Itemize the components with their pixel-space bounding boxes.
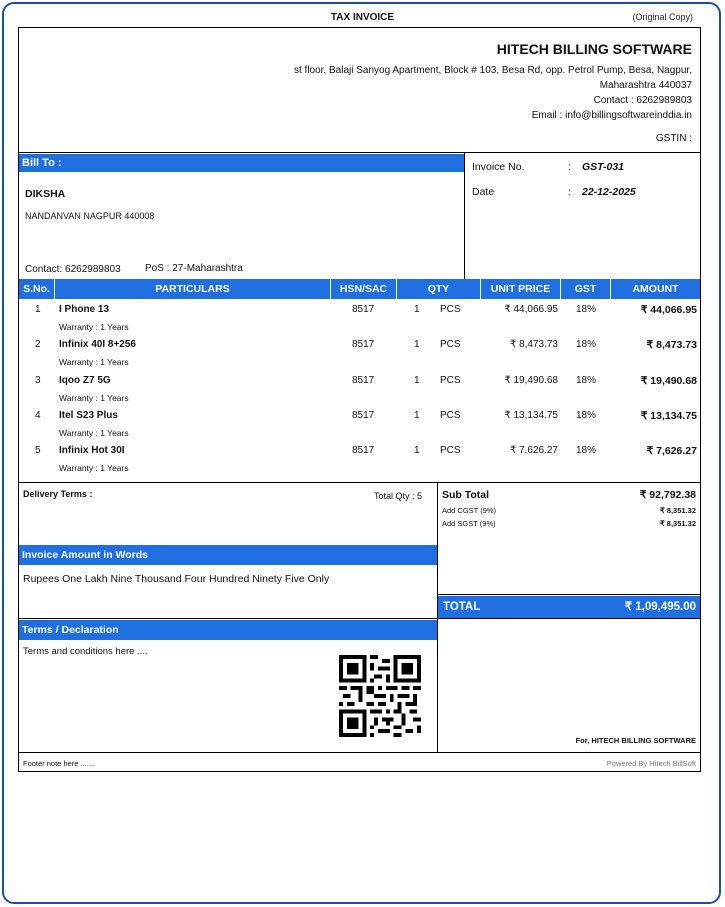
row-item-name: I Phone 13 xyxy=(59,304,110,315)
row-hsn: 8517 xyxy=(352,375,375,386)
col-hsn: HSN/SAC xyxy=(331,279,397,299)
row-price: ₹ 8,473.73 xyxy=(509,339,558,350)
divider xyxy=(437,618,700,619)
row-hsn: 8517 xyxy=(352,304,375,315)
customer-address: NANDANVAN NAGPUR 440008 xyxy=(25,211,155,221)
row-hsn: 8517 xyxy=(352,445,375,456)
row-gst: 18% xyxy=(576,445,597,456)
footer-note: Footer note here ....... xyxy=(23,759,96,768)
divider xyxy=(437,594,700,595)
terms-label: Terms / Declaration xyxy=(19,620,437,640)
row-amount: ₹ 19,490.68 xyxy=(640,375,697,387)
row-amount: ₹ 7,626.27 xyxy=(646,445,697,457)
row-price: ₹ 19,490.68 xyxy=(504,375,558,386)
bill-to-section xyxy=(19,152,465,279)
row-unit: PCS xyxy=(440,375,461,386)
row-hsn: 8517 xyxy=(352,410,375,421)
total-label: TOTAL xyxy=(443,601,481,613)
company-header xyxy=(19,28,700,153)
row-item-name: Infinix 40I 8+256 xyxy=(59,339,136,350)
row-amount: ₹ 44,066.95 xyxy=(640,304,697,316)
amount-in-words: Rupees One Lakh Nine Thousand Four Hundred Ninety Five Only xyxy=(23,573,330,585)
row-warranty: Warranty : 1 Years xyxy=(59,463,129,473)
col-unit-price: UNIT PRICE xyxy=(481,279,561,299)
row-unit: PCS xyxy=(440,304,461,315)
col-sno: S.No. xyxy=(19,279,55,299)
divider xyxy=(19,752,700,753)
row-hsn: 8517 xyxy=(352,339,375,350)
row-gst: 18% xyxy=(576,304,597,315)
row-amount: ₹ 8,473.73 xyxy=(646,339,697,351)
company-name: HITECH BILLING SOFTWARE xyxy=(496,41,692,57)
row-item-name: Itel S23 Plus xyxy=(59,410,118,421)
row-warranty: Warranty : 1 Years xyxy=(59,357,129,367)
invoice-sheet xyxy=(18,27,701,772)
row-qty: 1 xyxy=(414,375,420,386)
invoice-no-label: Invoice No. xyxy=(472,161,525,173)
row-price: ₹ 44,066.95 xyxy=(504,304,558,315)
total-qty: Total Qty : 5 xyxy=(374,491,423,501)
qr-code-icon xyxy=(339,655,421,737)
terms-text: Terms and conditions here .... xyxy=(23,646,148,657)
invoice-no-sep: : xyxy=(568,161,571,173)
invoice-no-value: GST-031 xyxy=(582,161,625,173)
row-warranty: Warranty : 1 Years xyxy=(59,428,129,438)
row-price: ₹ 13,134.75 xyxy=(504,410,558,421)
divider xyxy=(19,482,700,483)
items-table-header xyxy=(19,279,700,299)
row-price: ₹ 7,626.27 xyxy=(509,445,558,456)
company-gstin: GSTIN : xyxy=(655,133,692,144)
row-sno: 1 xyxy=(35,304,41,315)
row-qty: 1 xyxy=(414,339,420,350)
subtotal-value: ₹ 92,792.38 xyxy=(639,489,696,501)
row-qty: 1 xyxy=(414,410,420,421)
col-particulars: PARTICULARS xyxy=(55,279,331,299)
row-gst: 18% xyxy=(576,410,597,421)
cgst-value: ₹ 8,351.32 xyxy=(659,506,696,515)
copy-label: (Original Copy) xyxy=(632,12,693,22)
total-value: ₹ 1,09,495.00 xyxy=(624,601,696,613)
row-qty: 1 xyxy=(414,445,420,456)
col-gst: GST xyxy=(561,279,611,299)
sgst-value: ₹ 8,351.32 xyxy=(659,519,696,528)
row-unit: PCS xyxy=(440,445,461,456)
row-unit: PCS xyxy=(440,339,461,350)
customer-name: DIKSHA xyxy=(25,188,66,200)
invoice-date-sep: : xyxy=(568,186,571,198)
row-amount: ₹ 13,134.75 xyxy=(640,410,697,422)
cgst-label: Add CGST (9%) xyxy=(442,506,497,515)
col-amount: AMOUNT xyxy=(632,283,679,295)
company-email: Email : info@billingsoftwareinddia.in xyxy=(531,110,692,121)
row-warranty: Warranty : 1 Years xyxy=(59,393,129,403)
company-contact: Contact : 6262989803 xyxy=(593,95,692,106)
row-sno: 3 xyxy=(35,375,41,386)
place-of-supply: PoS : 27-Maharashtra xyxy=(145,263,243,274)
row-item-name: Infinix Hot 30I xyxy=(59,445,125,456)
divider xyxy=(19,618,437,619)
row-sno: 5 xyxy=(35,445,41,456)
document-title: TAX INVOICE xyxy=(330,12,395,23)
bill-to-label: Bill To : xyxy=(19,154,464,172)
col-qty: QTY xyxy=(397,279,481,299)
total-bar xyxy=(438,596,700,618)
amount-in-words-label: Invoice Amount in Words xyxy=(19,545,437,565)
invoice-date-label: Date xyxy=(472,186,495,198)
row-gst: 18% xyxy=(576,339,597,350)
subtotal-label: Sub Total xyxy=(442,489,490,501)
company-address-1: st floor, Balaji Sanyog Apartment, Block # 103, Besa Rd, opp. Petrol Pump, Besa, Nagpur, xyxy=(293,65,692,76)
powered-by: Powered By Hitech BillSoft xyxy=(606,759,696,768)
sgst-label: Add SGST (9%) xyxy=(442,519,496,528)
row-item-name: Iqoo Z7 5G xyxy=(59,375,111,386)
row-qty: 1 xyxy=(414,304,420,315)
row-gst: 18% xyxy=(576,375,597,386)
signature-label: For, HITECH BILLING SOFTWARE xyxy=(575,736,696,745)
invoice-date-value: 22-12-2025 xyxy=(582,186,636,198)
company-address-2: Maharashtra 440037 xyxy=(599,80,692,91)
row-sno: 2 xyxy=(35,339,41,350)
customer-contact: Contact: 6262989803 xyxy=(25,264,121,275)
row-sno: 4 xyxy=(35,410,41,421)
row-warranty: Warranty : 1 Years xyxy=(59,322,129,332)
row-unit: PCS xyxy=(440,410,461,421)
delivery-terms-label: Delivery Terms : xyxy=(23,489,93,499)
